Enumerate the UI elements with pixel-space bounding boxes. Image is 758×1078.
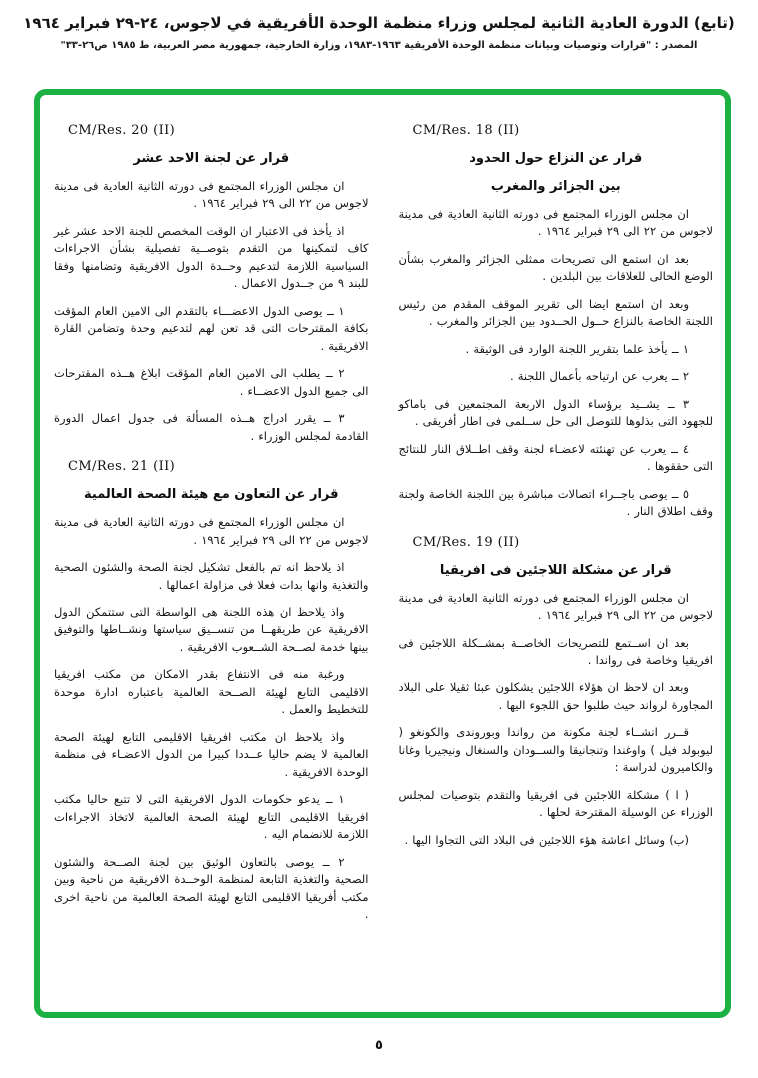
paragraph: ان مجلس الوزراء المجتمع فى دورته الثانية العادية فى مدينة لاجوس من ٢٢ الى ٢٩ فبراير ١٩٦٤ .	[54, 179, 369, 211]
numbered-item: ٥ ــ يوصى باجــراء اتصالات مباشرة بين اللجنة الخاصة ولجنة وقف اطلاق النار .	[398, 486, 713, 519]
resolution-cm-res-21	[54, 459, 369, 923]
paragraph: بعد ان اســتمع للتصريحات الخاصــة بمشــكلة اللاجئين فى افريقيا وخاصة فى رواندا .	[398, 635, 713, 667]
paragraph: ان مجلس الوزراء المجتمع فى دورته الثانية العادية فى مدينة لاجوس من ٢٢ الى ٢٩ فبراير ١٩٦٤ .	[54, 515, 369, 547]
paragraph: اذ يلاحظ انه تم بالفعل تشكيل لجنة الصحة والشئون الصحية والتغذية وانها بدات فعلا فى مزاولة اعمالها .	[54, 560, 369, 592]
numbered-item: ٣ ــ يقرر ادراج هــذه المسألة فى جدول اعمال الدورة القادمة لمجلس الوزراء .	[54, 411, 369, 443]
resolution-ref: CM/Res. 21 (II)	[68, 459, 176, 475]
paragraph: ان مجلس الوزراء المجتمع فى دورته الثانية العادية فى مدينة لاجوس من ٢٢ الى ٢٩ فبراير ١٩٦٤ .	[398, 207, 713, 239]
paragraph: واذ يلاحظ ان هذه اللجنة هى الواسطة التى ستتمكن الدول الافريقية عن طريقهــا من تنســيق سياستها ونشــاطها والتوفيق بينها خدمة لصــحة الشــعوب الافريقية .	[54, 604, 369, 654]
paragraph: اذ يأخذ فى الاعتبار ان الوقت المخصص للجنة الاحد عشر غير كاف لتمكينها من التقدم بتوصــية تفصيلية بشأن الاجراءات السياسية اللازمة لتدعيم وحــدة الدول الافريقية وتضامنها وفقا للبند ٩ من جــدول الاعمال .	[54, 223, 369, 291]
document-title: (تابع) الدورة العادية الثانية لمجلس وزراء منظمة الوحدة الأفريقية في لاجوس، ٢٤-٢٩ فبراير ١٩٦٤	[23, 14, 735, 32]
resolution-title: قرار عن لجنة الاحد عشر	[133, 151, 290, 166]
resolution-cm-res-20	[54, 123, 369, 445]
paragraph: ان مجلس الوزراء المجتمع فى دورته الثانية العادية فى مدينة لاجوس من ٢٢ الى ٢٩ فبراير ١٩٦٤ .	[398, 590, 713, 623]
column-left	[54, 109, 369, 1002]
two-column-layout	[54, 109, 713, 1002]
numbered-item: ٢ ــ يوصى بالتعاون الوثيق بين لجنة الصــحة والشئون الصحية والتغذية التابعة لمنظمة الوحــدة الافريقية من ناحية وبين مكتب أفريقيا الاقليمى التابع لهيئة الصحة العالمية من ناحية اخرى .	[54, 854, 369, 921]
resolution-ref: CM/Res. 19 (II)	[412, 534, 520, 550]
column-right	[399, 109, 714, 1002]
paragraph: وبعد ان لاحظ ان هؤلاء اللاجئين يشكلون عبئا ثقيلا على البلاد المجاورة لرواند حيث طلبوا حق اللجوء اليها .	[398, 680, 713, 712]
paragraph: واذ يلاحظ ان مكتب افريقيا الاقليمى التابع لهيئة الصحة العالمية لا يضم حاليا عــددا كبيرا من الدول الاعضـاء فى منظمة الوحدة الافريقية .	[54, 729, 369, 779]
numbered-item: ١ ــ يوصى الدول الاعضـــاء بالتقدم الى الامين العام المؤقت بكافة المقترحات التى قد تعن لهم لتدعيم وحدة وتضامن القارة الافريقية .	[54, 303, 369, 353]
numbered-item: ٢ ــ يطلب الى الامين العام المؤقت ابلاغ هــذه المقترحات الى جميع الدول الاعضــاء .	[54, 366, 369, 398]
lettered-item: ( ا ) مشكلة اللاجئين فى افريقيا والتقدم بتوصيات لمجلس الوزراء عن الوسيلة المقترحة لحلها .	[398, 787, 713, 820]
numbered-item: ٣ ــ يشــيد برؤساء الدول الاربعة المجتمعين فى باماكو للجهود التى بذلوها للتوصل الى حل ســلمى فى اطار أفريقى .	[398, 396, 713, 429]
resolution-cm-res-18	[399, 123, 714, 521]
resolution-ref: CM/Res. 18 (II)	[412, 123, 520, 138]
resolution-cm-res-19	[399, 535, 714, 850]
numbered-item: ١ ــ يدعو حكومات الدول الافريقية التى لا تتبع حاليا مكتب افريقيا الاقليمى التابع لهيئة الصحة العالمية لاتخاذ الاجراءات اللازمة للانضمام اليه .	[54, 792, 369, 842]
resolution-subtitle: بين الجزائر والمغرب	[490, 179, 621, 194]
resolution-title: قرار عن مشكلة اللاجئين فى افريقيا	[439, 562, 672, 578]
resolution-title: قرار عن التعاون مع هيئة الصحة العالمية	[84, 487, 339, 503]
paragraph: قــرر انشــاء لجنة مكونة من رواندا وبوروندى والكونغو ( ليوبولد فيل ) واوغندا وتنجانيقا والســودان والسنغال ونيجيريا وغانا والكاميرون لدراسة :	[398, 725, 713, 775]
resolution-title: قرار عن النزاع حول الحدود	[469, 151, 643, 166]
paragraph: وبعد ان استمع ايضا الى تقرير الموقف المقدم من رئيس اللجنة الخاصة بالنزاع حــول الحــدود بين الجزائر والمغرب .	[398, 296, 713, 329]
paragraph: ورغبة منه فى الانتفاع بقدر الامكان من مكتب افريقيا الاقليمى التابع لهيئة الصــحة العالمية باعتباره ادارة موحدة للتخطيط والعمل .	[54, 667, 369, 717]
page-number: ٥	[375, 1038, 383, 1053]
lettered-item: (ب) وسائل اعاشة هؤء اللاجئين فى البلاد التى التجاوا اليها .	[404, 832, 689, 847]
source-citation: المصدر : "قرارات وتوصيات وبيانات منظمة الوحدة الأفريقية ١٩٦٣-١٩٨٣، وزارة الخارجية، جمهورية مصر العربية، ط ١٩٨٥ ص٢٦-٣٣"	[60, 40, 698, 51]
numbered-item: ٤ ــ يعرب عن تهنئته لاعضـاء لجنة وقف اطــلاق النار للنتائج التى حققوها .	[398, 441, 713, 474]
resolution-ref: CM/Res. 20 (II)	[68, 123, 176, 138]
numbered-item: ١ ــ يأخذ علما بتقرير اللجنة الوارد فى الوثيقة .	[465, 341, 689, 356]
paragraph: بعد ان استمع الى تصريحات ممثلى الجزائر والمغرب بشأن الوضع الحالى للعلاقات بين البلدين .	[398, 251, 713, 284]
page-header	[0, 14, 758, 51]
numbered-item: ٢ ــ يعرب عن ارتياحه بأعمال اللجنة .	[509, 369, 689, 384]
document-frame	[34, 89, 731, 1018]
